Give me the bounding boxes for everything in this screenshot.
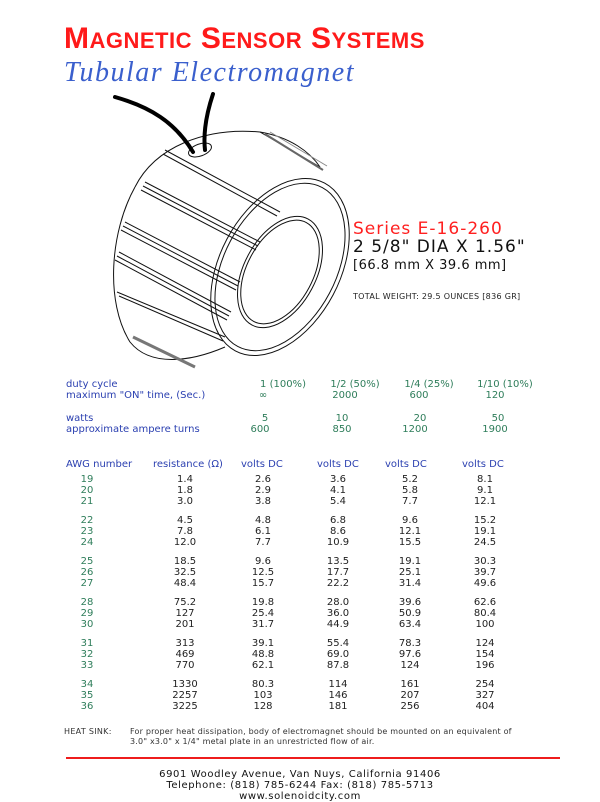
awg-number-cell: 30: [80, 619, 94, 630]
product-type-title: Tubular Electromagnet: [64, 57, 356, 88]
volts-dc-cell: 24.5: [473, 537, 497, 548]
volts-dc-cell: 80.3: [251, 679, 275, 690]
resistance-cell: 1330: [172, 679, 198, 690]
volts-dc-cell: 3.6: [330, 474, 346, 485]
brand-word: ENSOR: [221, 28, 303, 53]
volts-dc-cell: 44.9: [326, 619, 350, 630]
awg-number-cell: 22: [80, 515, 94, 526]
volts-dc-cell: 50.9: [398, 608, 422, 619]
volts-dc-cell: 15.2: [473, 515, 497, 526]
volts-dc-cell: 327: [475, 690, 495, 701]
column-header: volts DC: [317, 459, 359, 470]
volts-dc-cell: 19.1: [473, 526, 497, 537]
volts-dc-cell: 6.1: [255, 526, 271, 537]
company-name: [64, 22, 425, 56]
tubular-electromagnet-drawing-icon: [95, 92, 355, 372]
awg-number-cell: 20: [80, 485, 94, 496]
heat-sink-label: HEAT SINK:: [64, 727, 112, 736]
resistance-cell: 3.0: [177, 496, 193, 507]
volts-dc-cell: 62.6: [473, 597, 497, 608]
awg-number-cell: 35: [80, 690, 94, 701]
volts-dc-cell: 2.9: [255, 485, 271, 496]
volts-dc-cell: 17.7: [326, 567, 350, 578]
column-header: volts DC: [241, 459, 283, 470]
awg-number-cell: 25: [80, 556, 94, 567]
volts-dc-cell: 39.7: [473, 567, 497, 578]
watts-value: 20: [413, 413, 427, 424]
awg-number-cell: 21: [80, 496, 94, 507]
volts-dc-cell: 181: [328, 701, 348, 712]
volts-dc-cell: 97.6: [398, 649, 422, 660]
volts-dc-cell: 8.1: [477, 474, 493, 485]
volts-dc-cell: 25.1: [398, 567, 422, 578]
resistance-cell: 201: [175, 619, 195, 630]
watts-value: 10: [335, 413, 349, 424]
brand-word: AGNETIC: [89, 28, 192, 53]
awg-number-cell: 29: [80, 608, 94, 619]
table-row: [0, 578, 600, 590]
volts-dc-cell: 19.8: [251, 597, 275, 608]
volts-dc-cell: 9.1: [477, 485, 493, 496]
volts-dc-cell: 254: [475, 679, 495, 690]
resistance-cell: 127: [175, 608, 195, 619]
volts-dc-cell: 63.4: [398, 619, 422, 630]
ampere-turns-value: 1900: [482, 424, 508, 435]
volts-dc-cell: 114: [328, 679, 348, 690]
volts-dc-cell: 8.6: [330, 526, 346, 537]
max-on-value: 2000: [332, 390, 358, 401]
resistance-cell: 18.5: [173, 556, 197, 567]
volts-dc-cell: 69.0: [326, 649, 350, 660]
volts-dc-cell: 49.6: [473, 578, 497, 589]
volts-dc-cell: 161: [400, 679, 420, 690]
awg-number-cell: 34: [80, 679, 94, 690]
volts-dc-cell: 103: [253, 690, 273, 701]
total-weight: TOTAL WEIGHT: 29.5 OUNCES [836 GR]: [353, 292, 521, 301]
volts-dc-cell: 124: [475, 638, 495, 649]
volts-dc-cell: 207: [400, 690, 420, 701]
awg-number-cell: 28: [80, 597, 94, 608]
duty-cycle-label: duty cycle: [66, 379, 118, 390]
volts-dc-cell: 13.5: [326, 556, 350, 567]
volts-dc-cell: 5.8: [402, 485, 418, 496]
column-header: AWG number: [66, 459, 133, 470]
volts-dc-cell: 9.6: [402, 515, 418, 526]
volts-dc-cell: 36.0: [326, 608, 350, 619]
volts-dc-cell: 5.4: [330, 496, 346, 507]
volts-dc-cell: 87.8: [326, 660, 350, 671]
table-row: [0, 701, 600, 713]
volts-dc-cell: 39.6: [398, 597, 422, 608]
resistance-cell: 3225: [172, 701, 198, 712]
awg-number-cell: 31: [80, 638, 94, 649]
resistance-cell: 1.8: [177, 485, 193, 496]
volts-dc-cell: 19.1: [398, 556, 422, 567]
volts-dc-cell: 2.6: [255, 474, 271, 485]
brand-initial: S: [310, 22, 332, 55]
volts-dc-cell: 78.3: [398, 638, 422, 649]
volts-dc-cell: 15.5: [398, 537, 422, 548]
resistance-cell: 75.2: [173, 597, 197, 608]
resistance-cell: 48.4: [173, 578, 197, 589]
footer-website[interactable]: www.solenoidcity.com: [239, 791, 361, 802]
volts-dc-cell: 404: [475, 701, 495, 712]
ampere-turns-value: 1200: [402, 424, 428, 435]
table-row: [0, 537, 600, 549]
ampere-turns-value: 600: [250, 424, 270, 435]
volts-dc-cell: 124: [400, 660, 420, 671]
volts-dc-cell: 146: [328, 690, 348, 701]
resistance-cell: 12.0: [173, 537, 197, 548]
resistance-cell: 313: [175, 638, 195, 649]
column-header: resistance (Ω): [153, 459, 223, 470]
duty-cycle-value: 1/2 (50%): [330, 379, 380, 390]
resistance-cell: 4.5: [177, 515, 193, 526]
resistance-cell: 469: [175, 649, 195, 660]
table-row: [0, 660, 600, 672]
max-on-value: ∞: [258, 390, 268, 401]
footer-phone: Telephone: (818) 785-6244 Fax: (818) 785-5713: [166, 780, 434, 791]
volts-dc-cell: 80.4: [473, 608, 497, 619]
volts-dc-cell: 12.1: [398, 526, 422, 537]
max-on-time-label: maximum "ON" time, (Sec.): [66, 390, 206, 401]
watts-value: 5: [261, 413, 269, 424]
table-row: [0, 619, 600, 631]
volts-dc-cell: 10.9: [326, 537, 350, 548]
volts-dc-cell: 154: [475, 649, 495, 660]
volts-dc-cell: 28.0: [326, 597, 350, 608]
awg-number-cell: 36: [80, 701, 94, 712]
volts-dc-cell: 4.1: [330, 485, 346, 496]
series-number: Series E-16-260: [353, 219, 503, 239]
ampere-turns-value: 850: [332, 424, 352, 435]
volts-dc-cell: 12.1: [473, 496, 497, 507]
volts-dc-cell: 7.7: [255, 537, 271, 548]
resistance-cell: 1.4: [177, 474, 193, 485]
max-on-value: 600: [409, 390, 429, 401]
resistance-cell: 7.8: [177, 526, 193, 537]
column-header: volts DC: [385, 459, 427, 470]
volts-dc-cell: 100: [475, 619, 495, 630]
watts-value: 50: [491, 413, 505, 424]
dimensions-mm: [66.8 mm X 39.6 mm]: [353, 258, 507, 273]
watts-label: watts: [66, 413, 94, 424]
awg-number-cell: 33: [80, 660, 94, 671]
heat-sink-line: 3.0" x3.0" x 1/4" metal plate in an unrestricted flow of air.: [130, 737, 375, 746]
volts-dc-cell: 25.4: [251, 608, 275, 619]
footer-divider: [66, 757, 560, 759]
volts-dc-cell: 22.2: [326, 578, 350, 589]
duty-cycle-value: 1 (100%): [260, 379, 306, 390]
ampere-turns-label: approximate ampere turns: [66, 424, 200, 435]
awg-number-cell: 26: [80, 567, 94, 578]
table-row: [0, 496, 600, 508]
volts-dc-cell: 4.8: [255, 515, 271, 526]
awg-number-cell: 23: [80, 526, 94, 537]
dimensions-inches: 2 5/8" DIA X 1.56": [353, 237, 526, 257]
volts-dc-cell: 128: [253, 701, 273, 712]
volts-dc-cell: 62.1: [251, 660, 275, 671]
brand-initial: S: [200, 22, 222, 55]
volts-dc-cell: 15.7: [251, 578, 275, 589]
duty-cycle-value: 1/10 (10%): [477, 379, 533, 390]
duty-cycle-value: 1/4 (25%): [404, 379, 454, 390]
volts-dc-cell: 12.5: [251, 567, 275, 578]
volts-dc-cell: 6.8: [330, 515, 346, 526]
volts-dc-cell: 256: [400, 701, 420, 712]
awg-number-cell: 27: [80, 578, 94, 589]
awg-number-cell: 24: [80, 537, 94, 548]
volts-dc-cell: 31.7: [251, 619, 275, 630]
volts-dc-cell: 7.7: [402, 496, 418, 507]
volts-dc-cell: 48.8: [251, 649, 275, 660]
volts-dc-cell: 30.3: [473, 556, 497, 567]
volts-dc-cell: 31.4: [398, 578, 422, 589]
max-on-value: 120: [485, 390, 505, 401]
brand-initial: M: [64, 22, 90, 55]
resistance-cell: 2257: [172, 690, 198, 701]
volts-dc-cell: 3.8: [255, 496, 271, 507]
volts-dc-cell: 55.4: [326, 638, 350, 649]
resistance-cell: 32.5: [173, 567, 197, 578]
heat-sink-note: [130, 727, 512, 747]
volts-dc-cell: 196: [475, 660, 495, 671]
brand-word: YSTEMS: [331, 28, 425, 53]
volts-dc-cell: 39.1: [251, 638, 275, 649]
footer-address: 6901 Woodley Avenue, Van Nuys, California 91406: [159, 769, 441, 780]
awg-number-cell: 32: [80, 649, 94, 660]
column-header: volts DC: [462, 459, 504, 470]
heat-sink-line: For proper heat dissipation, body of electromagnet should be mounted on an equivalent of: [130, 727, 512, 736]
resistance-cell: 770: [175, 660, 195, 671]
awg-number-cell: 19: [80, 474, 94, 485]
volts-dc-cell: 5.2: [402, 474, 418, 485]
volts-dc-cell: 9.6: [255, 556, 271, 567]
